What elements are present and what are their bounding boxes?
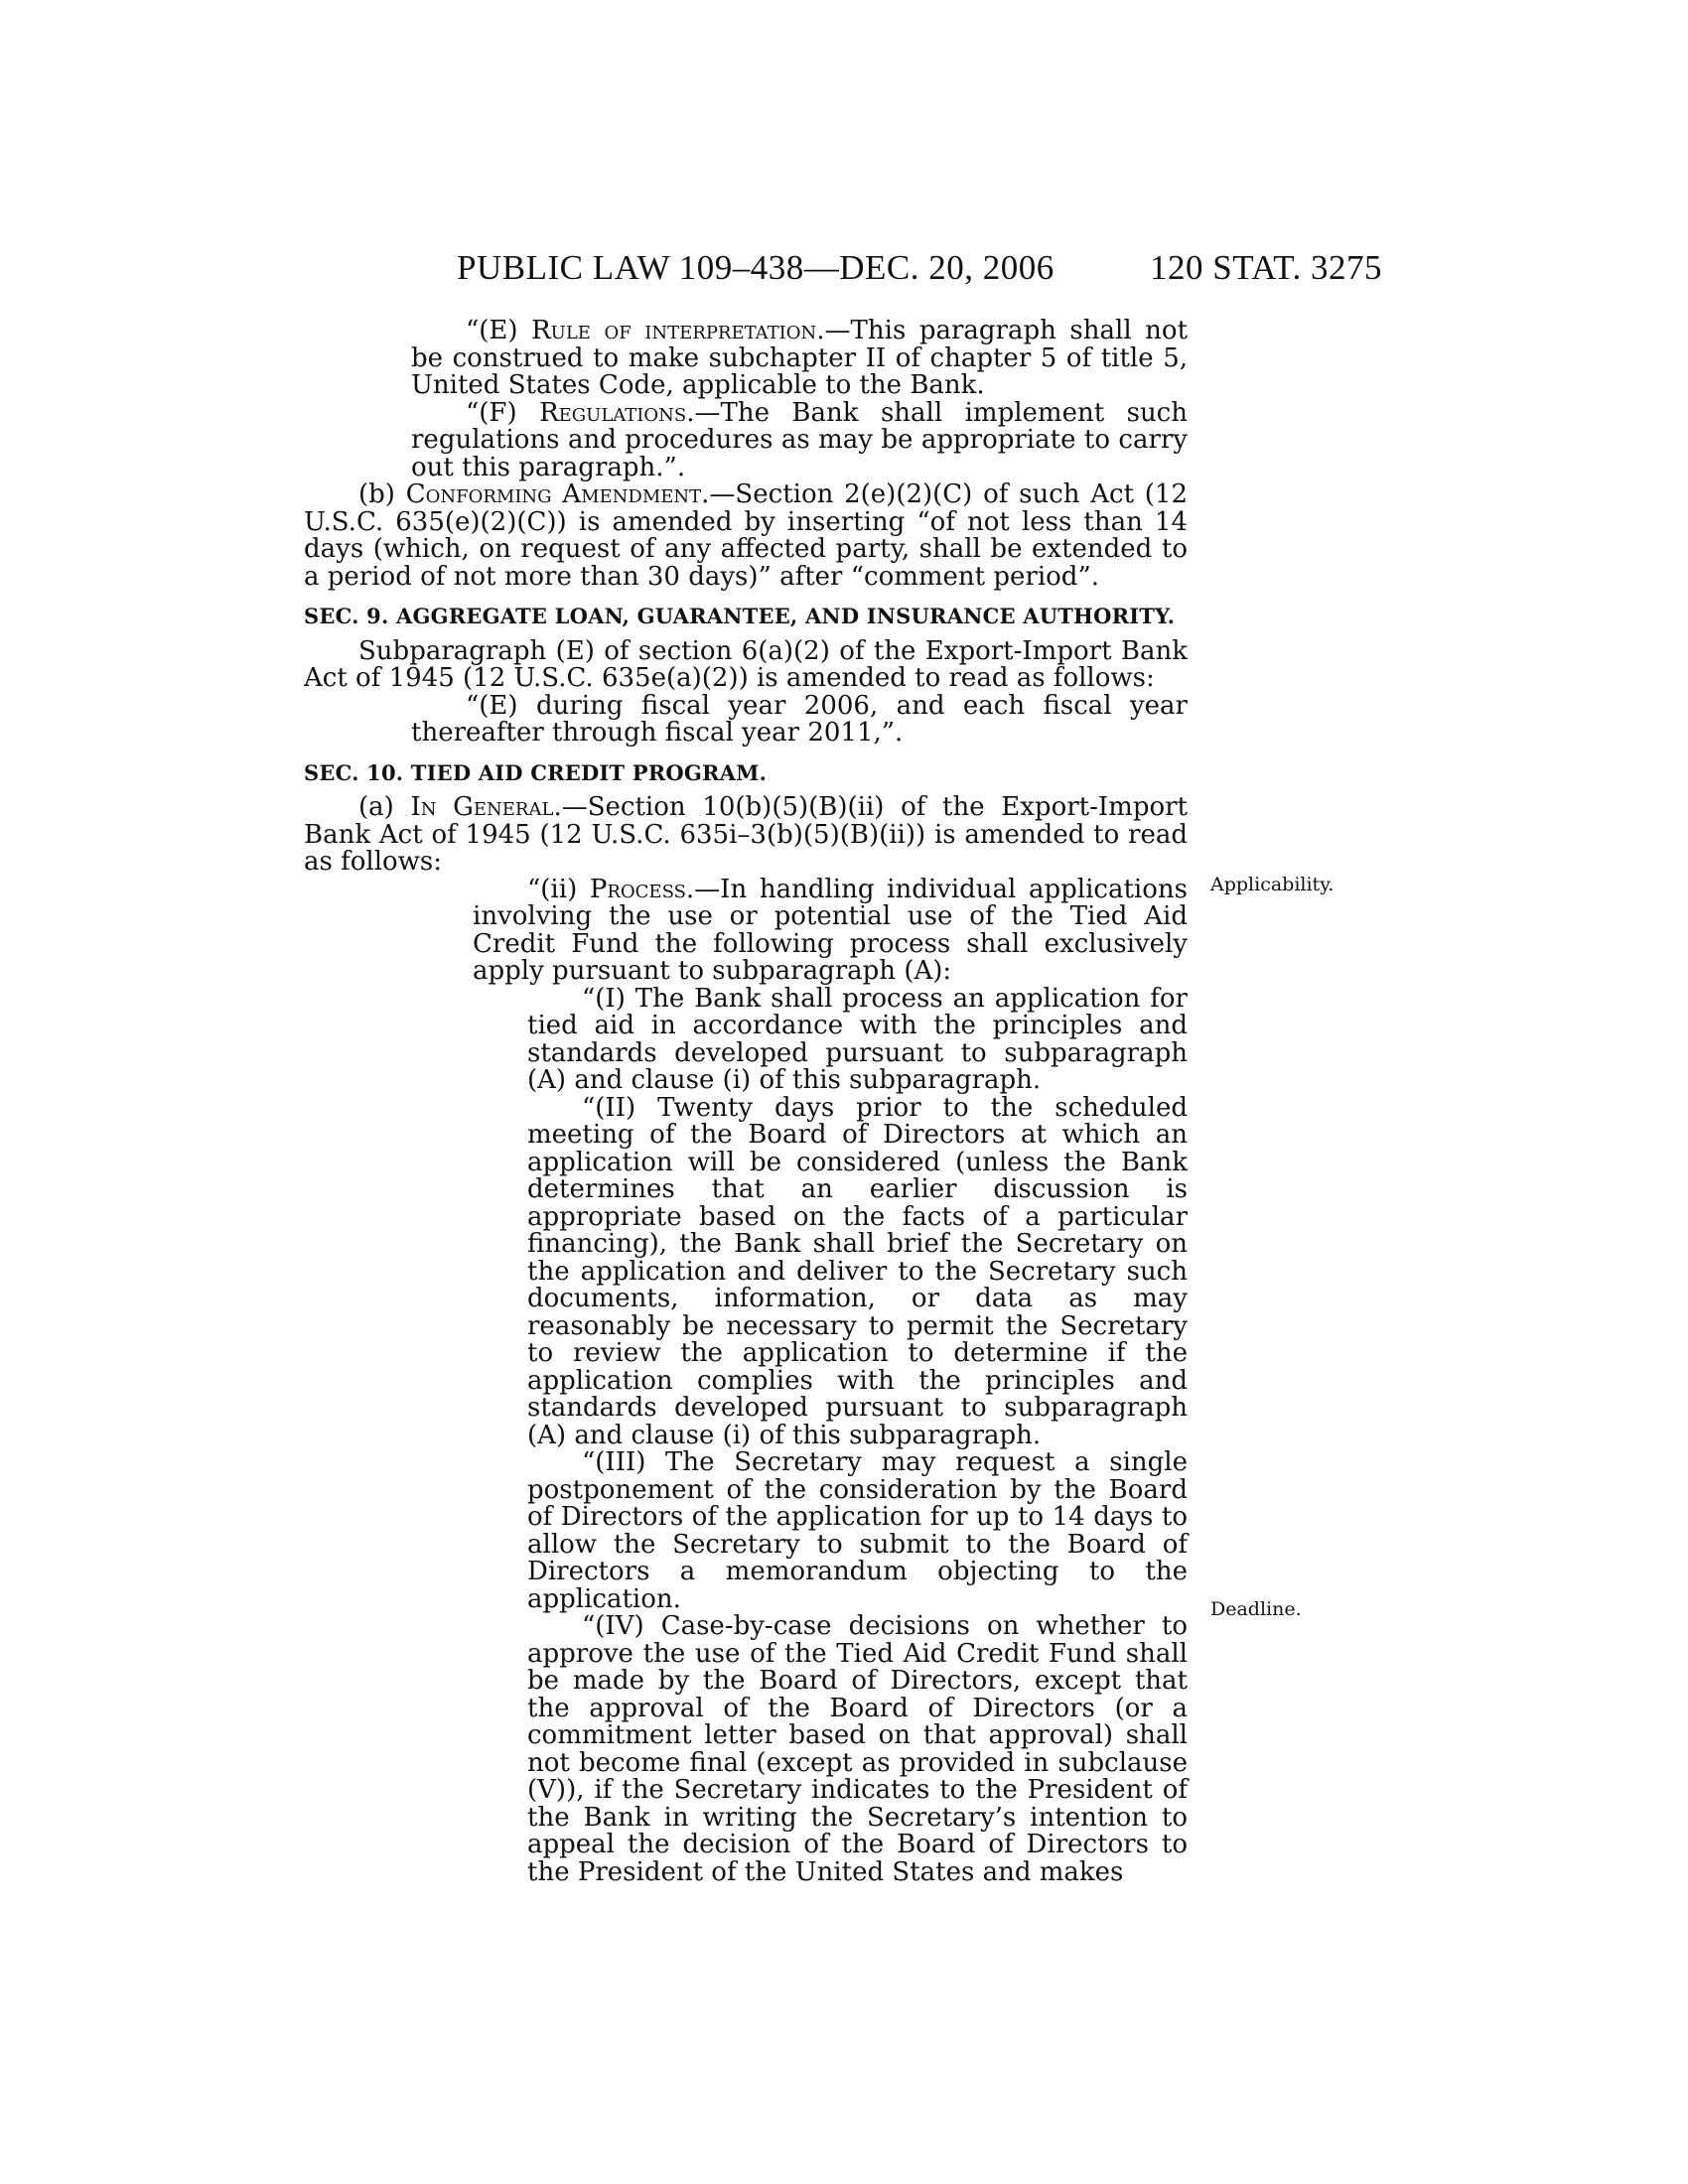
- clause-ii: “(ii) Process.—In handling individual applications involving the use or potential use of the Tied Aid Credit Fund the following process shall exclusively apply pursuant to subparagraph (A):: [473, 874, 1188, 986]
- page-header: [0, 248, 1688, 288]
- margin-note-applicability: Applicability.: [1210, 874, 1335, 895]
- paragraph-e-caption: Rule of interpretation: [531, 316, 817, 345]
- section-9-quote: “(E) during fiscal year 2006, and each fiscal year thereafter through fiscal year 2011,”.: [411, 690, 1188, 748]
- subclause-I: “(I) The Bank shall process an application for tied aid in accordance with the principles and standards developed pursuant to subparagraph (A) and clause (i) of this subparagraph.: [527, 983, 1188, 1095]
- section-10-a-caption: In General: [410, 792, 554, 822]
- section-9-text: Subparagraph (E) of section 6(a)(2) of the Export-Import Bank Act of 1945 (12 U.S.C. 635e(a)(2)) is amended to read as follows:: [304, 635, 1188, 693]
- margin-note-deadline: Deadline.: [1210, 1598, 1302, 1620]
- section-10-subsection-a: (a) In General.—Section 10(b)(5)(B)(ii) of the Export-Import Bank Act of 1945 (12 U.S.C. 635i–3(b)(5)(B)(ii)) is amended to read as follows:: [304, 792, 1188, 877]
- section-9-heading: SEC. 9. AGGREGATE LOAN, GUARANTEE, AND INSURANCE AUTHORITY.: [304, 604, 1176, 628]
- document-body: [304, 318, 1188, 1886]
- subclause-II: “(II) Twenty days prior to the scheduled meeting of the Board of Directors at which an application will be considered (unless the Bank determines that an earlier discussion is appropriate based on the facts of a particular financing), the Bank shall brief the Secretary on the application and deliver to the Secretary such documents, information, or data as may reasonably be necessary to permit the Secretary to review the application to determine if the application complies with the principles and standards developed pursuant to subparagraph (A) and clause (i) of this subparagraph.: [527, 1092, 1188, 1450]
- paragraph-e: “(E) Rule of interpretation.—This paragraph shall not be construed to make subchapter II of chapter 5 of title 5, United States Code, applicable to the Bank.: [411, 316, 1189, 400]
- paragraph-f: “(F) Regulations.—The Bank shall implement such regulations and procedures as may be appropriate to carry out this paragraph.”.: [411, 397, 1188, 482]
- subsection-b: (b) Conforming Amendment.—Section 2(e)(2)(C) of such Act (12 U.S.C. 635(e)(2)(C)) is amended by inserting “of not less than 14 days (which, on request of any affected party, shall be extended to a period of not more than 30 days)” after “comment period”.: [304, 479, 1189, 592]
- subclause-IV: “(IV) Case-by-case decisions on whether to approve the use of the Tied Aid Credit Fund shall be made by the Board of Directors, except that the approval of the Board of Directors (or a commitment letter based on that approval) shall not become final (except as provided in subclause (V)), if the Secretary indicates to the President of the Bank in writing the Secretary’s intention to appeal the decision of the Board of Directors to the President of the United States and makes: [527, 1611, 1188, 1887]
- stat-page-reference: 120 STAT. 3275: [1150, 248, 1382, 287]
- clause-ii-caption: Process: [589, 874, 686, 904]
- running-head: PUBLIC LAW 109–438—DEC. 20, 2006: [457, 248, 1055, 287]
- section-10-heading: SEC. 10. TIED AID CREDIT PROGRAM.: [304, 759, 768, 785]
- paragraph-f-caption: Regulations: [539, 397, 687, 428]
- subsection-b-caption: Conforming Amendment: [405, 479, 702, 509]
- subclause-III: “(III) The Secretary may request a single postponement of the consideration by the Board of Directors of the application for up to 14 days to allow the Secretary to submit to the Board of Directors a memorandum objecting to the application.: [527, 1447, 1188, 1614]
